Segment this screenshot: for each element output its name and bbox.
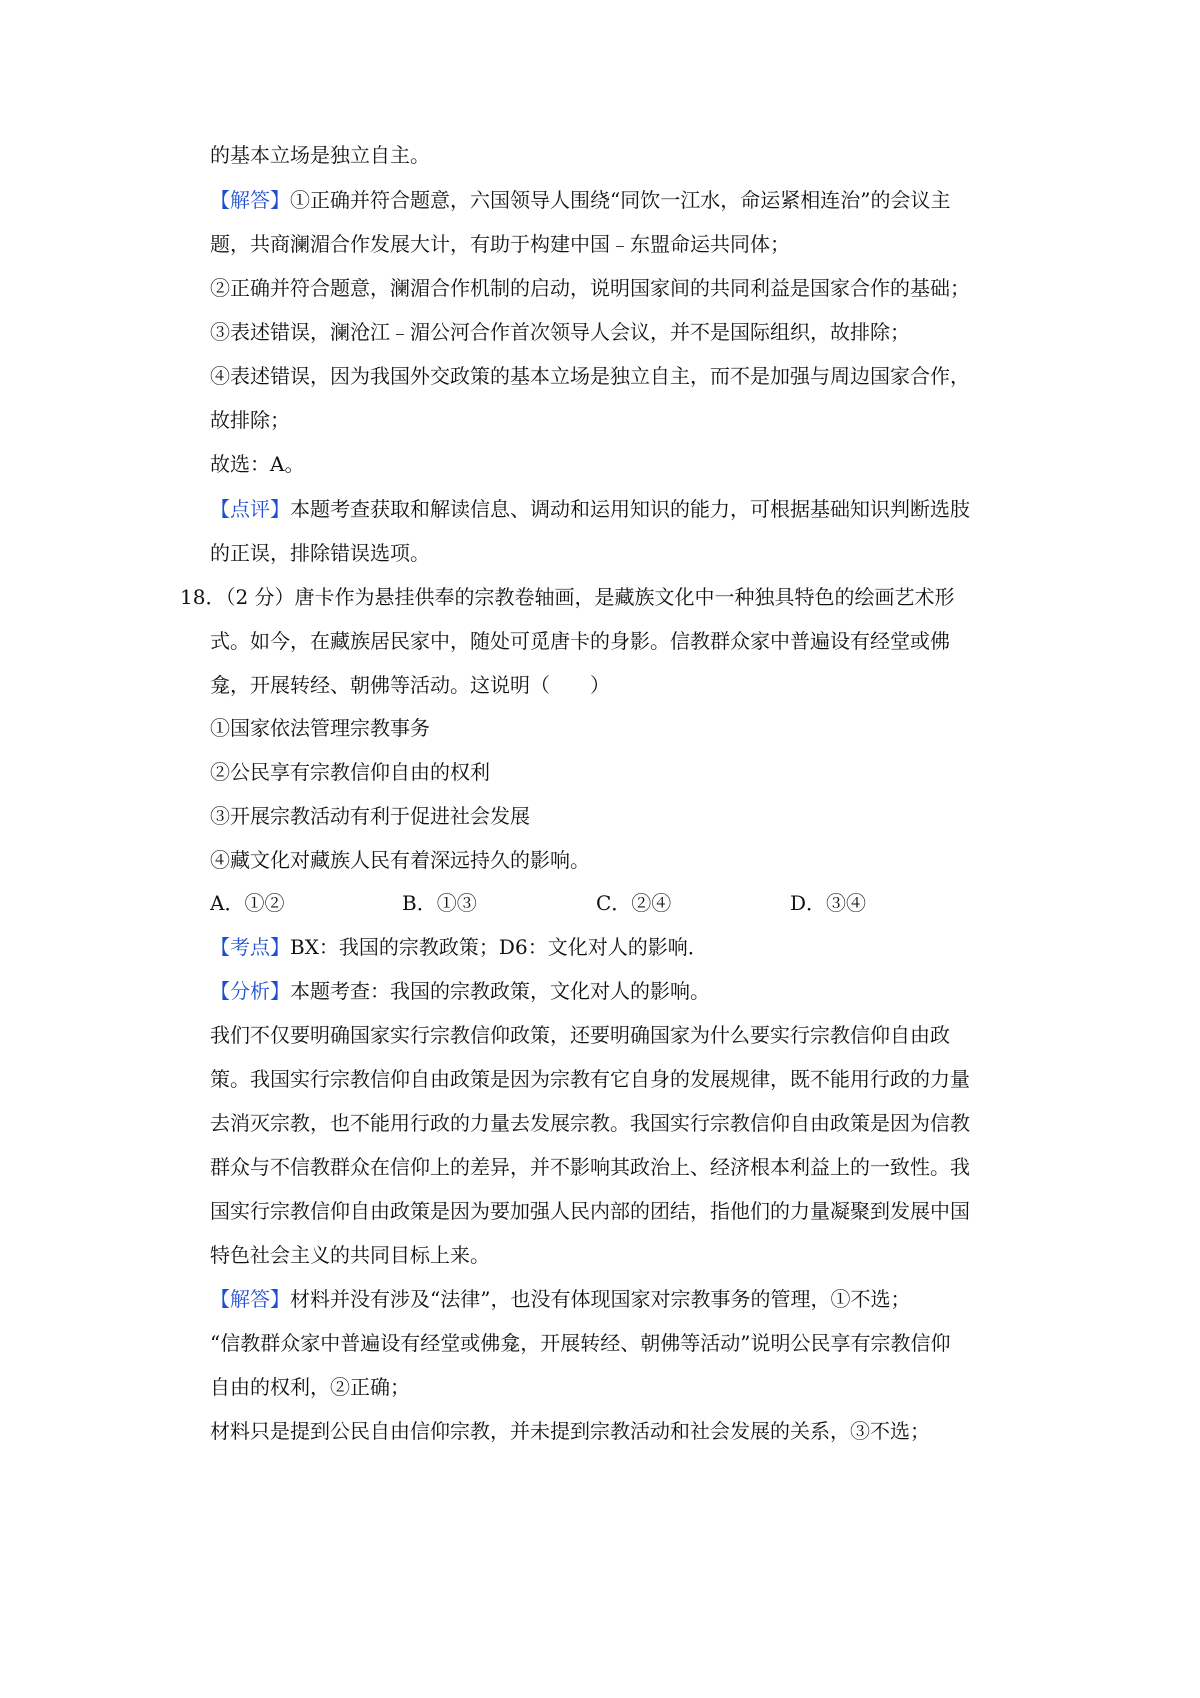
analysis-text: 本题考查：我国的宗教政策，文化对人的影响。 (290, 979, 710, 1003)
answer-choice: 故选：A。 (210, 452, 305, 476)
answer-text-line: 故排除； (210, 408, 290, 432)
question-stem-line: 式。如今，在藏族居民家中，随处可觅唐卡的身影。信教群众家中普遍设有经堂或佛 (210, 629, 950, 653)
answer-tag: 【解答】 (210, 188, 290, 212)
comment-text: 本题考查获取和解读信息、调动和运用知识的能力，可根据基础知识判断选肢 (290, 497, 970, 521)
option-a: A．①② (210, 891, 285, 915)
option-d: D．③④ (790, 891, 867, 915)
solution-line: 材料只是提到公民自由信仰宗教，并未提到宗教活动和社会发展的关系，③不选； (210, 1419, 930, 1443)
analysis-line: 策。我国实行宗教信仰自由政策是因为宗教有它自身的发展规律，既不能用行政的力量 (210, 1067, 970, 1091)
analysis-heading (210, 977, 1030, 1005)
question-18-stem: 18．（2 分）唐卡作为悬挂供奉的宗教卷轴画，是藏族文化中一种独具特色的绘画艺术形 (180, 585, 955, 609)
prev-answer-continuation: 的基本立场是独立自主。 (210, 143, 430, 167)
option-b: B．①③ (402, 891, 477, 915)
answer-text: ①正确并符合题意，六国领导人围绕“同饮一江水，命运紧相连治”的会议主 (290, 188, 951, 212)
analysis-line: 群众与不信教群众在信仰上的差异，并不影响其政治上、经济根本利益上的一致性。我 (210, 1155, 970, 1179)
statement-2: ②公民享有宗教信仰自由的权利 (210, 760, 490, 784)
answer-text-line: 题，共商澜湄合作发展大计，有助于构建中国﹣东盟命运共同体； (210, 232, 790, 256)
statement-3: ③开展宗教活动有利于促进社会发展 (210, 804, 530, 828)
comment-tag: 【点评】 (210, 497, 290, 521)
knowledge-point-text: BX：我国的宗教政策；D6：文化对人的影响． (290, 935, 708, 959)
prev-answer-paragraph (210, 186, 1030, 214)
analysis-line: 我们不仅要明确国家实行宗教信仰政策，还要明确国家为什么要实行宗教信仰自由政 (210, 1023, 950, 1047)
solution-line: “信教群众家中普遍设有经堂或佛龛，开展转经、朝佛等活动”说明公民享有宗教信仰 (210, 1331, 951, 1355)
solution-text: 材料并没有涉及“法律”，也没有体现国家对宗教事务的管理，①不选； (290, 1287, 911, 1311)
statement-1: ①国家依法管理宗教事务 (210, 716, 430, 740)
knowledge-point-tag: 【考点】 (210, 935, 290, 959)
question-stem-line: 龛，开展转经、朝佛等活动。这说明（ ） (210, 673, 610, 697)
solution-line: 自由的权利，②正确； (210, 1375, 410, 1399)
analysis-tag: 【分析】 (210, 979, 290, 1003)
answer-text-line: ④表述错误，因为我国外交政策的基本立场是独立自主，而不是加强与周边国家合作， (210, 364, 970, 388)
analysis-line: 国实行宗教信仰自由政策是因为要加强人民内部的团结，指他们的力量凝聚到发展中国 (210, 1199, 970, 1223)
answer-text-line: ②正确并符合题意，澜湄合作机制的启动，说明国家间的共同利益是国家合作的基础； (210, 276, 970, 300)
solution-paragraph (210, 1285, 1030, 1313)
statement-4: ④藏文化对藏族人民有着深远持久的影响。 (210, 848, 590, 872)
option-c: C．②④ (596, 891, 672, 915)
solution-tag: 【解答】 (210, 1287, 290, 1311)
analysis-line: 特色社会主义的共同目标上来。 (210, 1243, 490, 1267)
comment-text-line: 的正误，排除错误选项。 (210, 541, 430, 565)
knowledge-point (210, 933, 1030, 961)
answer-text-line: ③表述错误，澜沧江﹣湄公河合作首次领导人会议，并不是国际组织，故排除； (210, 320, 910, 344)
analysis-line: 去消灭宗教，也不能用行政的力量去发展宗教。我国实行宗教信仰自由政策是因为信教 (210, 1111, 970, 1135)
comment-paragraph (210, 495, 1030, 523)
